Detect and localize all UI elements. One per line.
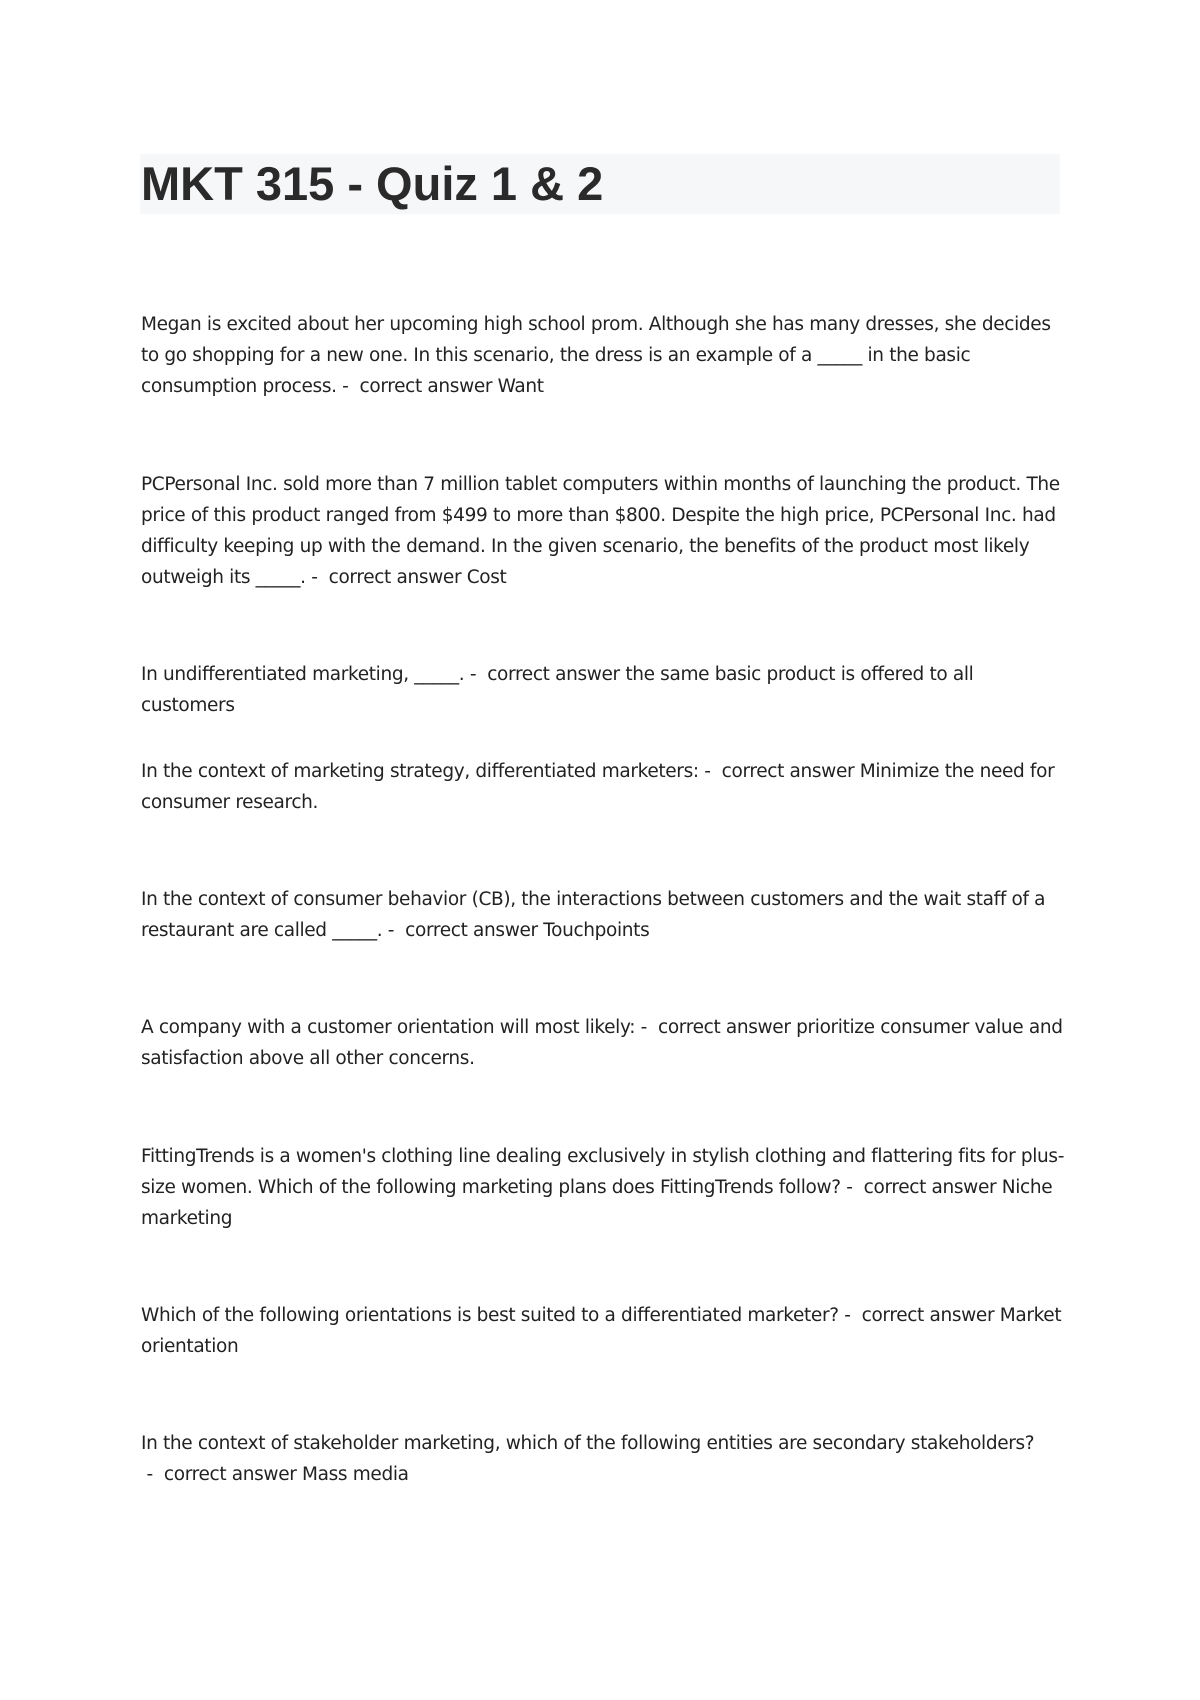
answer-label: correct answer	[323, 567, 467, 588]
qa-item-2	[141, 469, 1066, 593]
separator: -	[141, 1464, 159, 1485]
separator: -	[840, 1177, 859, 1198]
question-text: Megan is excited about her upcoming high school prom. Although she has many dresses, she decides to go shopping for a new one. In this scenario, the dress is an example of a _____ in the basic consumption process.	[141, 314, 1051, 397]
question-text: In the context of marketing strategy, differentiated marketers:	[141, 761, 699, 782]
separator: -	[336, 376, 355, 397]
qa-item-1	[141, 309, 1066, 402]
separator: -	[382, 920, 400, 941]
document-title: MKT 315 - Quiz 1 & 2	[141, 157, 604, 210]
answer-label: correct answer	[399, 920, 544, 941]
answer-text: Niche marketing	[141, 1177, 1053, 1229]
question-text: In the context of consumer behavior (CB), the interactions between customers and the wait staff of a restaurant are called _____.	[141, 889, 1046, 941]
answer-label: correct answer	[652, 1017, 797, 1038]
answer-label: correct answer	[158, 1464, 303, 1485]
question-text: In the context of stakeholder marketing, which of the following entities are secondary stakeholders?	[141, 1433, 1035, 1454]
qa-item-4	[141, 756, 1066, 818]
answer-text: Market orientation	[141, 1305, 1062, 1357]
separator: -	[464, 664, 482, 685]
answer-text: Touchpoints	[543, 920, 650, 941]
question-text: A company with a customer orientation will most likely:	[141, 1017, 636, 1038]
separator: -	[838, 1305, 857, 1326]
question-text: FittingTrends is a women's clothing line dealing exclusively in stylish clothing and flattering fits for plus-size women. Which of the following marketing plans does FittingTrends follow?	[141, 1146, 1065, 1198]
answer-text: Cost	[466, 567, 507, 588]
separator: -	[305, 567, 324, 588]
answer-text: Want	[497, 376, 544, 397]
qa-item-3	[141, 659, 1066, 721]
answer-text: the same basic product is offered to all customers	[141, 664, 974, 716]
answer-label: correct answer	[858, 1177, 1002, 1198]
separator: -	[635, 1017, 653, 1038]
qa-item-7	[141, 1141, 1066, 1234]
answer-text: Mass media	[302, 1464, 409, 1485]
question-text: PCPersonal Inc. sold more than 7 million tablet computers within months of launching the product. The price of this product ranged from $499 to more than $800. Despite the high price, PCPersonal Inc. had difficulty keeping up with the demand. In the given scenario, the benefits of the product most likely outweigh its _____.	[141, 474, 1060, 588]
qa-item-6	[141, 1012, 1066, 1074]
qa-item-8	[141, 1300, 1066, 1362]
answer-label: correct answer	[716, 761, 860, 782]
question-text: In undifferentiated marketing, _____.	[141, 664, 465, 685]
qa-item-5	[141, 884, 1066, 946]
answer-label: correct answer	[856, 1305, 1000, 1326]
question-text: Which of the following orientations is best suited to a differentiated marketer?	[141, 1305, 839, 1326]
answer-label: correct answer	[481, 664, 626, 685]
answer-text: Minimize the need for consumer research.	[141, 761, 1055, 813]
separator: -	[698, 761, 717, 782]
qa-item-9	[141, 1428, 1066, 1490]
answer-label: correct answer	[354, 376, 498, 397]
answer-text: prioritize consumer value and satisfaction above all other concerns.	[141, 1017, 1063, 1069]
